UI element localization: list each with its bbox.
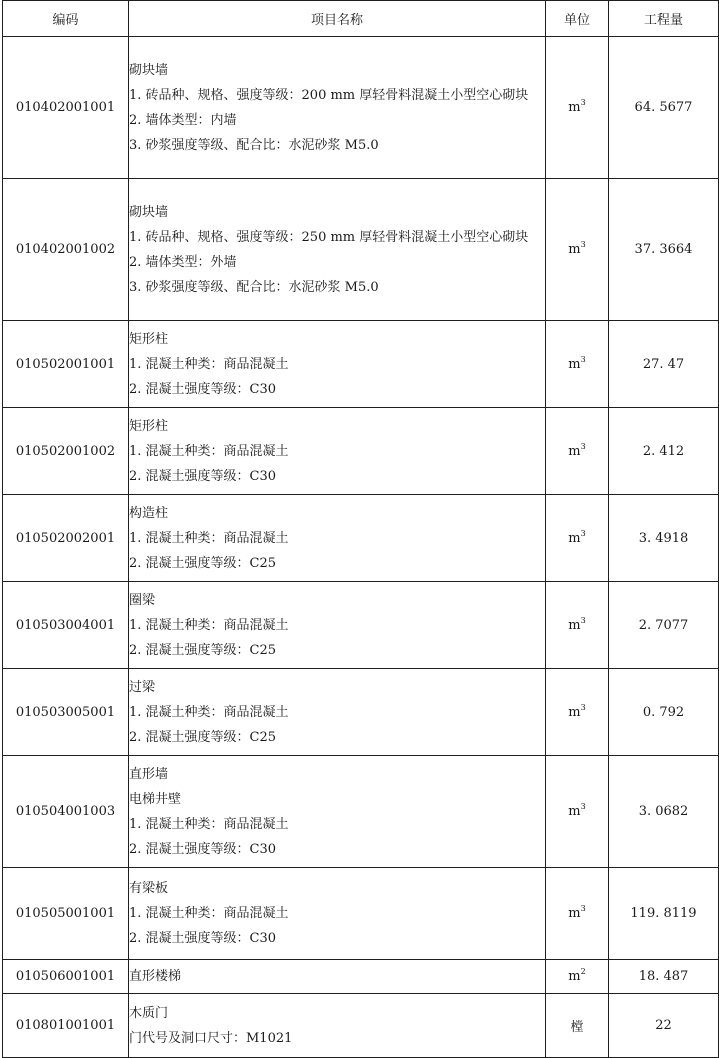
item-description [129,669,546,756]
description-line: 构造柱 [129,505,169,521]
description-line: 1. 混凝土种类：商品混凝土 [129,356,289,372]
unit-base: m [568,906,581,921]
item-unit [546,321,609,408]
description-line: 矩形柱 [129,418,169,434]
item-quantity: 64. 5677 [609,37,719,179]
item-code: 010502002001 [3,495,129,582]
description-line: 2. 混凝土强度等级：C25 [129,555,277,571]
unit-base: m [568,356,581,372]
unit-exponent: 3 [580,98,586,107]
description-line: 3. 砂浆强度等级、配合比：水泥砂浆 M5.0 [129,137,379,153]
unit-base: m [568,704,581,720]
description-line: 砌块墙 [129,204,169,220]
description-line: 1. 混凝土种类：商品混凝土 [129,906,289,921]
description-line: 电梯井壁 [129,791,182,807]
item-quantity: 18. 487 [609,960,719,994]
description-line: 2. 混凝土强度等级：C30 [129,381,277,397]
item-quantity: 27. 47 [609,321,719,408]
unit-base: m [568,969,581,984]
description-line: 矩形柱 [129,331,169,347]
unit-exponent: 2 [580,967,586,976]
item-quantity: 22 [609,994,719,1058]
header-name: 项目名称 [129,1,546,37]
unit-exponent: 3 [580,802,586,811]
item-quantity: 3. 0682 [609,756,719,868]
description-line: 门代号及洞口尺寸：M1021 [129,1030,293,1046]
description-line: 1. 砖品种、规格、强度等级：250 mm 厚轻骨料混凝土小型空心砌块 [129,229,529,245]
description-line: 直形楼梯 [129,969,182,984]
item-code: 010506001001 [3,960,129,994]
header-unit: 单位 [546,1,609,37]
item-code: 010801001001 [3,994,129,1058]
description-line: 2. 混凝土强度等级：C25 [129,642,277,658]
item-unit [546,756,609,868]
item-unit [546,669,609,756]
item-description [129,495,546,582]
unit-base: m [568,530,581,546]
unit-base: m [568,804,581,819]
table-row [3,669,719,756]
item-unit [546,37,609,179]
description-line: 1. 混凝土种类：商品混凝土 [129,443,289,459]
unit-base: m [568,617,581,633]
unit-exponent: 3 [580,615,586,625]
item-quantity: 37. 3664 [609,179,719,321]
unit-exponent: 3 [580,240,586,249]
item-code: 010505001001 [3,868,129,960]
table-row [3,868,719,960]
header-quantity: 工程量 [609,1,719,37]
unit-base: 樘 [570,1020,584,1035]
item-quantity: 3. 4918 [609,495,719,582]
unit-exponent: 3 [580,702,586,712]
table-body [3,37,719,1058]
item-description [129,756,546,868]
table-row [3,994,719,1058]
item-unit [546,408,609,495]
item-quantity: 119. 8119 [609,868,719,960]
item-unit [546,868,609,960]
description-line: 2. 混凝土强度等级：C30 [129,468,277,484]
item-unit [546,994,609,1058]
item-code: 010502001001 [3,321,129,408]
table-row [3,495,719,582]
unit-base: m [568,443,581,459]
item-description [129,408,546,495]
item-description [129,994,546,1058]
item-unit [546,960,609,994]
table-row [3,179,719,321]
unit-exponent: 3 [580,904,586,913]
description-line: 1. 砖品种、规格、强度等级：200 mm 厚轻骨料混凝土小型空心砌块 [129,87,529,103]
header-row [3,1,719,37]
description-line: 2. 墙体类型：内墙 [129,112,237,128]
item-description [129,960,546,994]
bill-of-quantities-table [2,0,719,1058]
description-line: 2. 混凝土强度等级：C30 [129,931,277,946]
item-quantity: 0. 792 [609,669,719,756]
item-unit [546,582,609,669]
unit-exponent: 3 [580,441,586,451]
item-code: 010502001002 [3,408,129,495]
item-quantity: 2. 412 [609,408,719,495]
description-line: 1. 混凝土种类：商品混凝土 [129,704,289,720]
description-line: 1. 混凝土种类：商品混凝土 [129,816,289,832]
unit-base: m [568,242,581,257]
description-line: 2. 混凝土强度等级：C30 [129,841,277,857]
table-row [3,321,719,408]
item-code: 010503004001 [3,582,129,669]
table-row [3,408,719,495]
item-code: 010402001002 [3,179,129,321]
description-line: 砌块墙 [129,62,169,78]
description-line: 3. 砂浆强度等级、配合比：水泥砂浆 M5.0 [129,279,379,295]
unit-exponent: 3 [580,528,586,538]
item-unit [546,495,609,582]
description-line: 2. 混凝土强度等级：C25 [129,729,277,745]
table-row [3,960,719,994]
item-code: 010402001001 [3,37,129,179]
description-line: 有梁板 [129,881,169,896]
item-description [129,321,546,408]
item-quantity: 2. 7077 [609,582,719,669]
description-line: 过梁 [129,679,156,695]
item-code: 010503005001 [3,669,129,756]
description-line: 1. 混凝土种类：商品混凝土 [129,530,289,546]
item-code: 010504001003 [3,756,129,868]
description-line: 圈梁 [129,592,156,608]
item-unit [546,179,609,321]
unit-exponent: 3 [580,354,586,364]
header-code: 编码 [3,1,129,37]
item-description [129,179,546,321]
description-line: 直形墙 [129,766,169,782]
item-description [129,37,546,179]
table-row [3,582,719,669]
table-row [3,37,719,179]
unit-base: m [568,100,581,115]
description-line: 木质门 [129,1005,169,1021]
table-row [3,756,719,868]
description-line: 1. 混凝土种类：商品混凝土 [129,617,289,633]
item-description [129,868,546,960]
description-line: 2. 墙体类型：外墙 [129,254,237,270]
item-description [129,582,546,669]
